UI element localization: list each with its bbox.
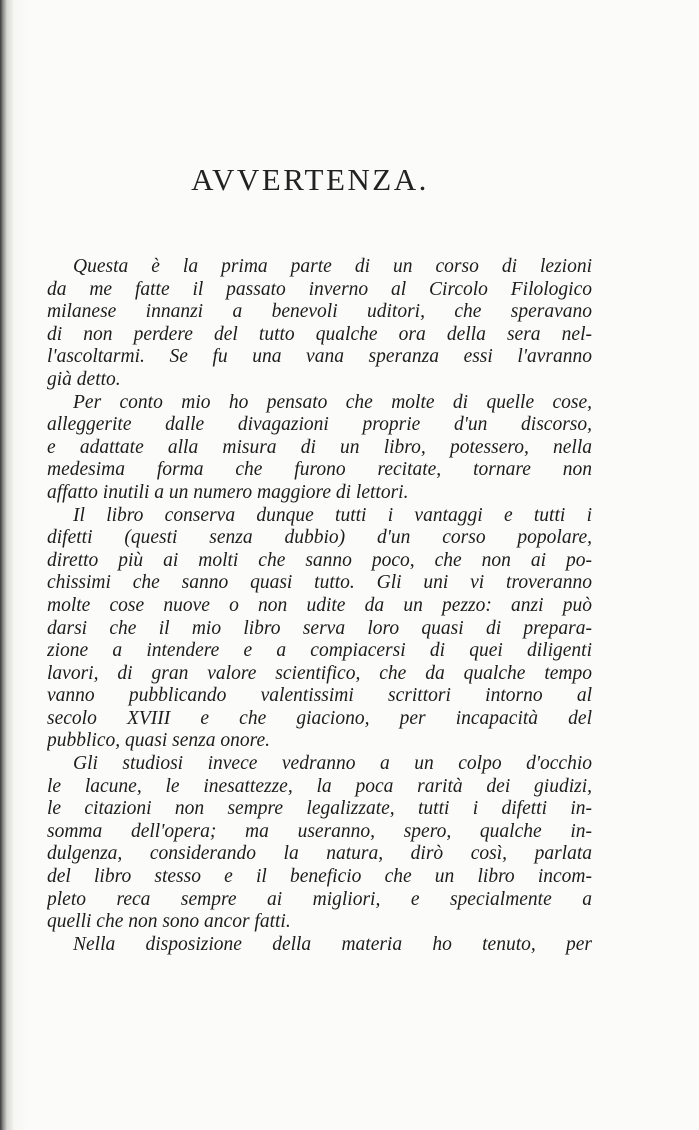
text-line: difetti (questi senza dubbio) d'un corso popolare, [47, 527, 592, 549]
text-line: del libro stesso e il beneficio che un libro incom- [47, 866, 592, 888]
text-line: le citazioni non sempre legalizzate, tutti i difetti in- [47, 798, 592, 820]
text-line: alleggerite dalle divagazioni proprie d'un discorso, [47, 414, 592, 436]
text-line: di non perdere del tutto qualche ora della sera nel- [47, 323, 592, 345]
text-line: lavori, di gran valore scientifico, che da qualche tempo [47, 662, 592, 684]
text-line: Gli studiosi invece vedranno a un colpo d'occhio [73, 753, 592, 775]
text-line: già detto. [47, 368, 121, 390]
text-line: quelli che non sono ancor fatti. [47, 911, 291, 933]
text-line: molte cose nuove o non udite da un pezzo: anzi può [47, 594, 592, 616]
text-line: le lacune, le inesattezze, la poca rarità dei giudizi, [47, 775, 592, 797]
text-line: pleto reca sempre ai migliori, e specialmente a [47, 888, 592, 910]
text-line: Il libro conserva dunque tutti i vantaggi e tutti i [73, 504, 592, 526]
text-line: da me fatte il passato inverno al Circolo Filologico [47, 278, 592, 300]
text-line: medesima forma che furono recitate, tornare non [47, 459, 592, 481]
text-line: milanese innanzi a benevoli uditori, che speravano [47, 301, 592, 323]
text-line: dulgenza, considerando la natura, dirò così, parlata [47, 843, 592, 865]
text-line: vanno pubblicando valentissimi scrittori intorno al [47, 685, 592, 707]
text-line: diretto più ai molti che sanno poco, che non ai po- [47, 549, 592, 571]
text-line: secolo XVIII e che giaciono, per incapacità del [47, 707, 592, 729]
text-line: pubblico, quasi senza onore. [47, 730, 270, 752]
text-line: somma dell'opera; ma useranno, spero, qualche in- [47, 820, 592, 842]
text-line: chissimi che sanno quasi tutto. Gli uni vi troveranno [47, 572, 592, 594]
text-line: Per conto mio ho pensato che molte di quelle cose, [73, 391, 592, 413]
page-title: AVVERTENZA. [191, 162, 429, 197]
text-line: affatto inutili a un numero maggiore di lettori. [47, 481, 409, 503]
body-text [47, 256, 592, 956]
text-line: Questa è la prima parte di un corso di lezioni [73, 256, 592, 277]
text-line: Nella disposizione della materia ho tenuto, per [73, 933, 592, 955]
text-line: l'ascoltarmi. Se fu una vana speranza essi l'avranno [47, 346, 592, 368]
text-line: zione a intendere e a compiacersi di quei diligenti [47, 640, 592, 662]
text-line: darsi che il mio libro serva loro quasi di prepara- [47, 617, 592, 639]
text-line: e adattate alla misura di un libro, potessero, nella [47, 436, 592, 458]
